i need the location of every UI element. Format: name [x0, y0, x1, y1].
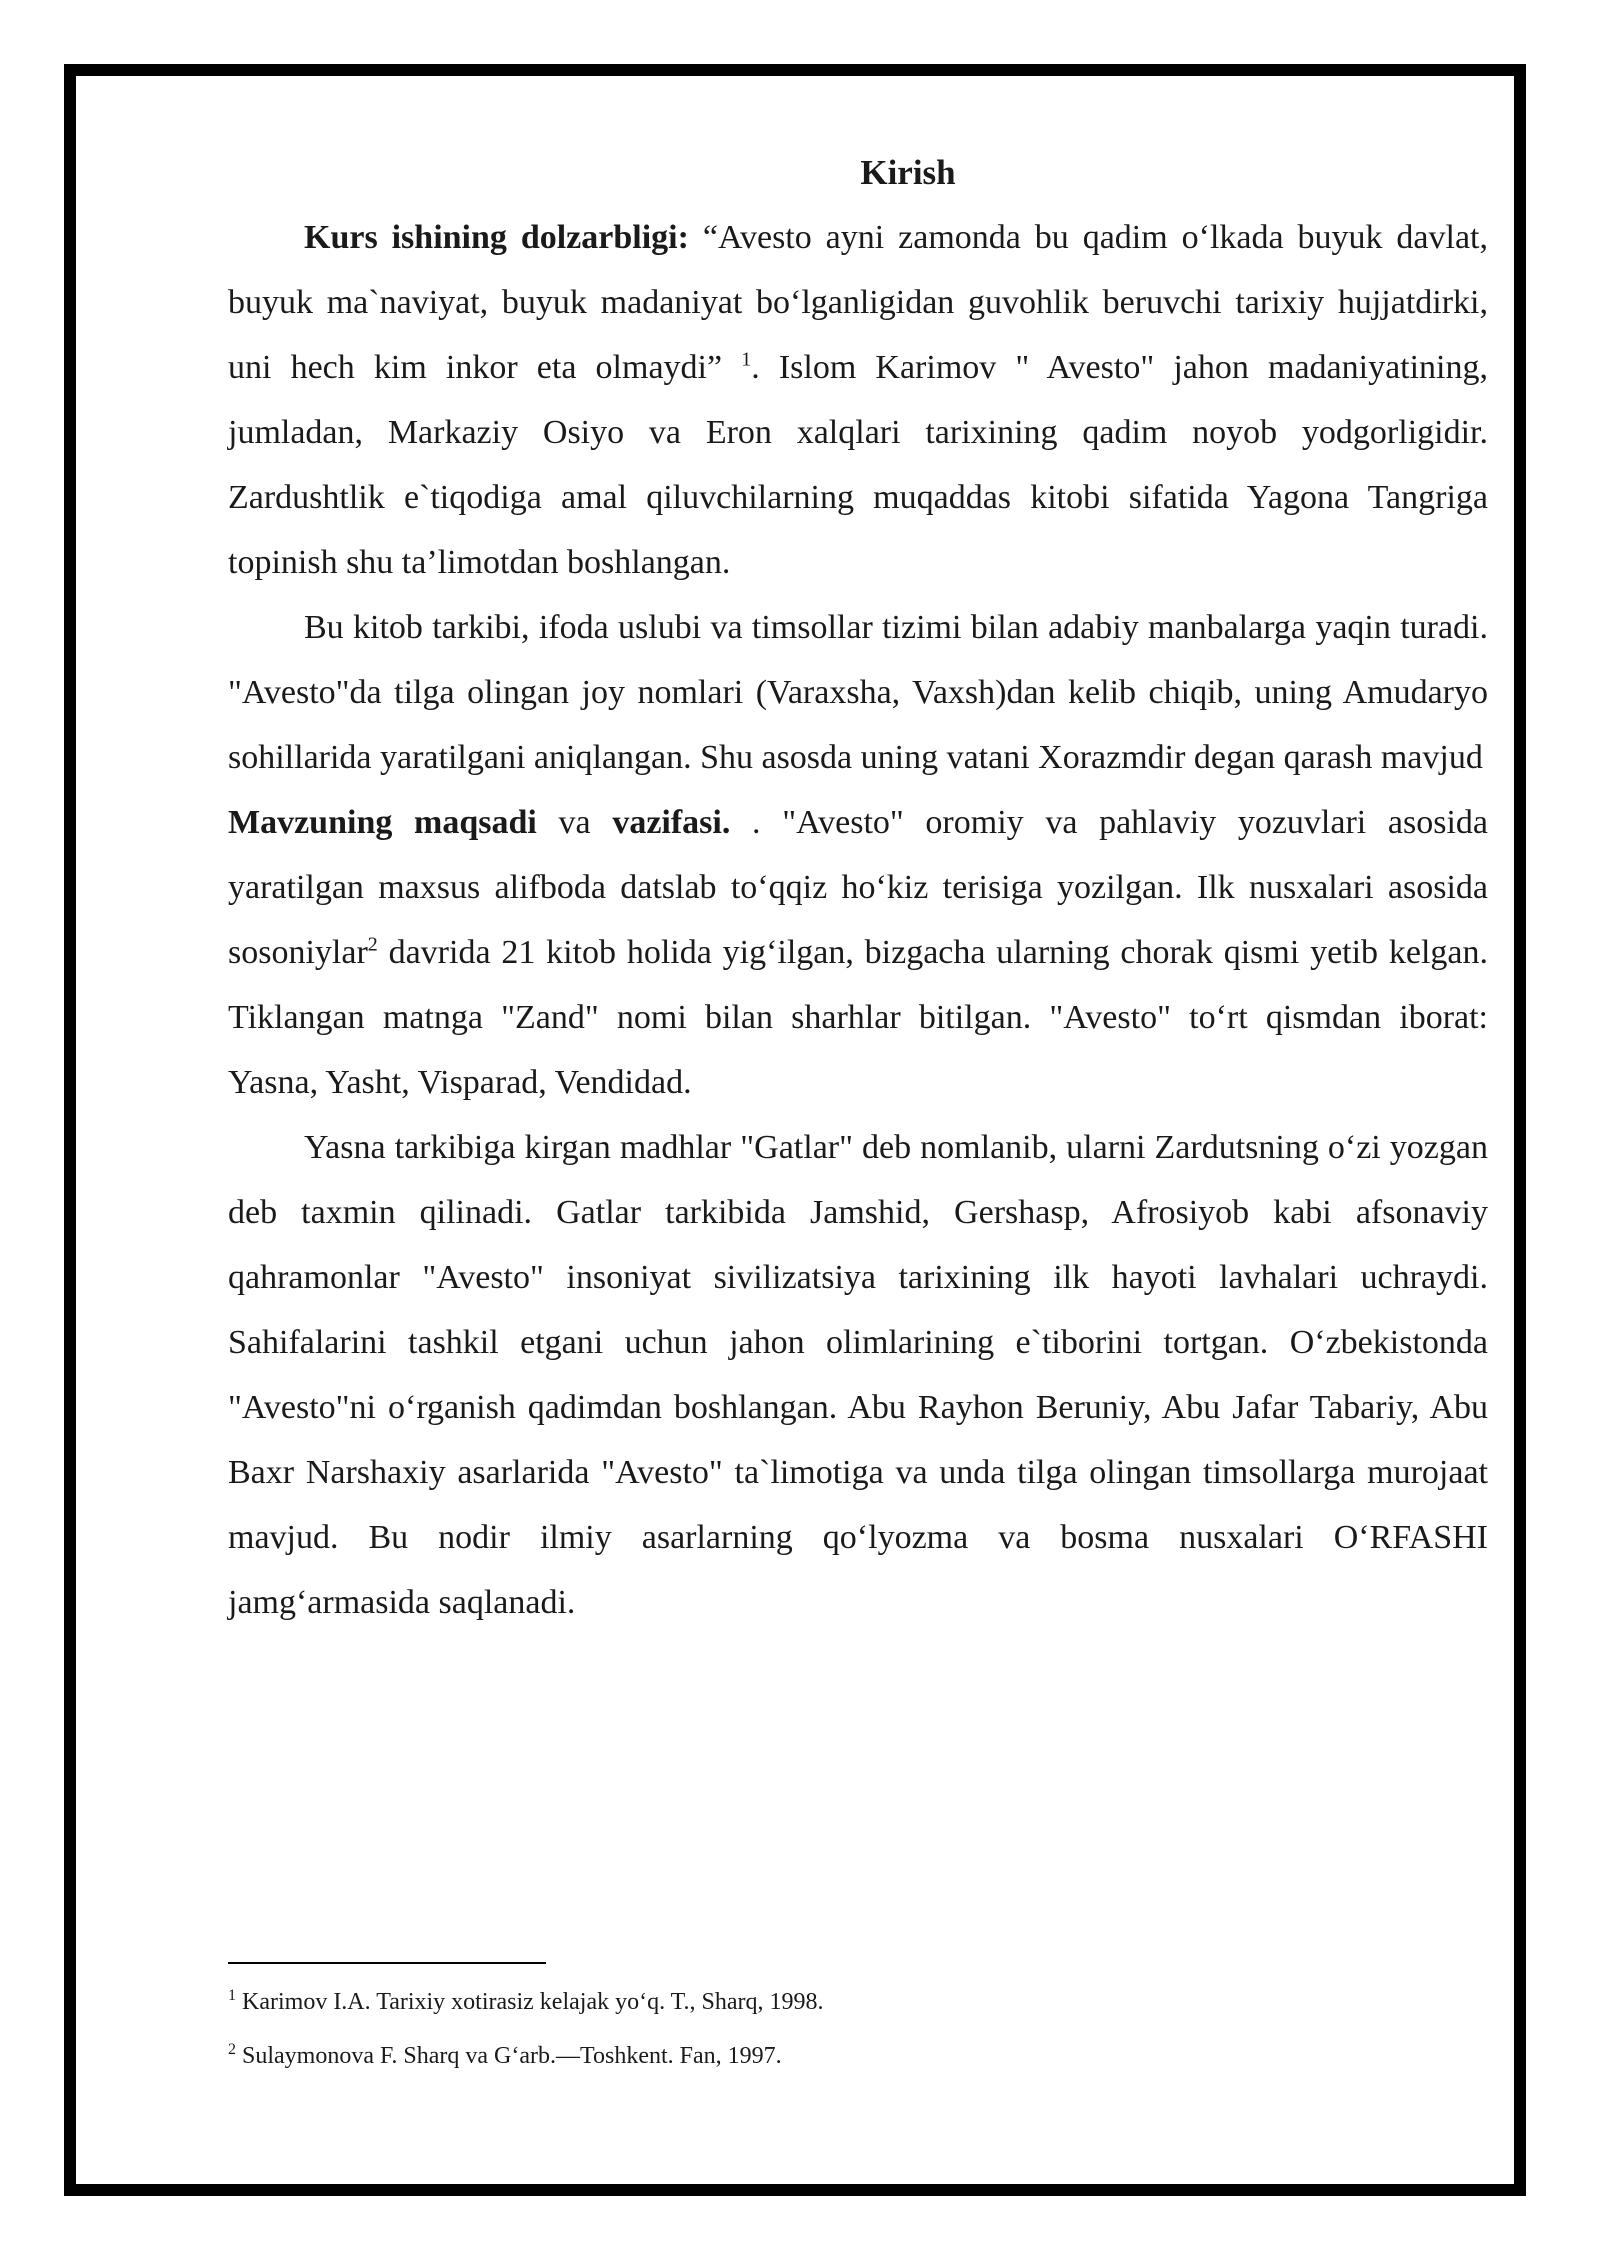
footnote-2: [228, 2029, 1488, 2083]
paragraph-book-structure: Bu kitob tarkibi, ifoda uslubi va timsollar tizimi bilan adabiy manbalarga yaqin turadi. "Avesto"da tilga olingan joy nomlari (Varaxsha, Vaxsh)dan kelib chiqib, uning Amudaryo sohillarida yaratilgani aniqlangan. Shu asosda uning vatani Xorazmdir degan qarash mavjud: [228, 609, 1488, 776]
document-body: [228, 140, 1488, 1635]
goals-text: . "Avesto" oromiy va pahlaviy yozuvlari asosida yaratilgan maxsus alifboda datslab to‘qqiz ho‘kiz terisiga yozilgan. Ilk nusxalari asosida sosoniylar: [228, 804, 1488, 971]
goal-conjunction: va: [536, 804, 613, 841]
paragraph-relevance: [228, 205, 1488, 595]
footnote-text: Sulaymonova F. Sharq va G‘arb.—Toshkent. Fan, 1997.: [236, 2043, 782, 2069]
goals-text-continued: davrida 21 kitob holida yig‘ilgan, bizgacha ularning chorak qismi yetib kelgan. Tiklangan matnga "Zand" nomi bilan sharhlar bitilgan. "Avesto" to‘rt qismdan iborat: Yasna, Yasht, Visparad, Vendidad.: [228, 934, 1488, 1101]
tasks-label: vazifasi.: [612, 804, 731, 841]
paragraph-yasna: Yasna tarkibiga kirgan madhlar "Gatlar" deb nomlanib, ularni Zardutsning o‘zi yozgan deb taxmin qilinadi. Gatlar tarkibida Jamshid, Gershasp, Afrosiyob kabi afsonaviy qahramonlar "Avesto" insoniyat sivilizatsiya tarixining ilk hayoti lavhalari uchraydi. Sahifalarini tashkil etgani uchun jahon olimlarining e`tiborini tortgan. O‘zbekistonda "Avesto"ni o‘rganish qadimdan boshlangan. Abu Rayhon Beruniy, Abu Jafar Tabariy, Abu Baxr Narshaxiy asarlarida "Avesto" ta`limotiga va unda tilga olingan timsollarga murojaat mavjud. Bu nodir ilmiy asarlarning qo‘lyozma va bosma nusxalari O‘RFASHI jamg‘armasida saqlanadi.: [228, 1129, 1488, 1621]
footnote-number: 1: [228, 1987, 236, 2004]
paragraph-goals: [228, 790, 1488, 1115]
relevance-quote: “Avesto ayni zamonda bu qadim o‘lkada buyuk davlat, buyuk ma`naviyat, buyuk madaniyat bo‘lganligidan guvohlik beruvchi tarixiy hujjatdirki, uni hech kim inkor eta olmaydi”: [228, 219, 1488, 386]
page-title: Kirish: [860, 153, 956, 192]
footnote-text: Karimov I.A. Tarixiy xotirasiz kelajak yo‘q. T., Sharq, 1998.: [236, 1989, 824, 2015]
relevance-text: . Islom Karimov " Avesto" jahon madaniyatining, jumladan, Markaziy Osiyo va Eron xalqlari tarixining qadim noyob yodgorligidir. Zardushtlik e`tiqodiga amal qiluvchilarning muqaddas kitobi sifatida Yagona Tangriga topinish shu ta’limotdan boshlangan.: [228, 349, 1488, 581]
goal-label: Mavzuning maqsadi: [228, 804, 537, 841]
footnote-ref-1[interactable]: 1: [741, 348, 752, 371]
footnote-separator: [228, 1962, 546, 1964]
footnote-ref-2[interactable]: 2: [367, 933, 378, 956]
footnote-1: [228, 1975, 1488, 2029]
footnote-number: 2: [228, 2041, 236, 2058]
footnotes: [228, 1975, 1488, 2083]
relevance-label: Kurs ishining dolzarbligi:: [304, 219, 689, 256]
